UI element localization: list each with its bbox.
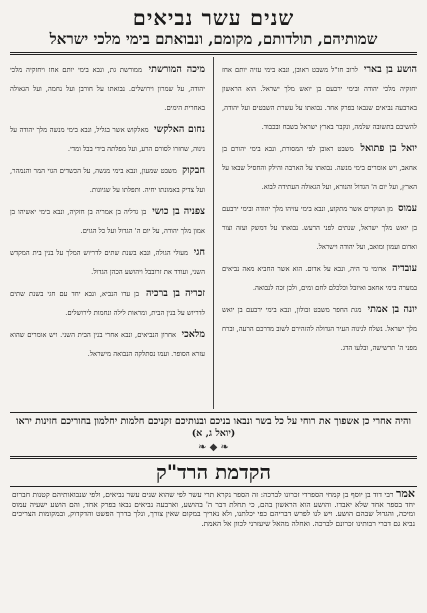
intro-rule-bottom — [10, 486, 417, 487]
right-column — [222, 57, 417, 409]
prophet-name: נחום האלקשי — [154, 124, 205, 135]
prophet-text: אחרון הנביאים, ונבא אחרי בנין הבית השני. ויש אומרים שהוא עזרא הסופר. ועמו נסתלקה הנבואה מישראל. — [10, 331, 205, 358]
intro-rule-top — [10, 456, 417, 459]
prophet-name: הושע בן בארי — [363, 64, 417, 75]
prophet-text: משבט שמעון, ונבא בימי מנשה, על הכשדים הגוי המר והנמהר, ועל צדיק באמונתו יחיה. ותפלתו על שגיונות. — [10, 167, 205, 194]
prophet-name: צפניה בן כושי — [152, 206, 205, 217]
intro-text: רבי דוד בן יוסף בן קמחי הספרדי זכרונו לברכה: זה הספר נקרא תרי עשר לפי שהוא שנים עשר נביאים, ולפי שנבואותיהם קטנות חברום יחד בספר אחד שלא יאבדו. והושע הוא הראשון בהם, כי תחלת דבר ה' בהושע, וארבעה נביאים נבאו בפרק אחד, והם הושע ישעיה עמוס ומיכה, והגדול שבהם הושע. ויש לנו לפרש דבריהם כפי יכלתנו, ולא נאריך במקום שאין צורך, ונלך בדרך הפשט והדקדוק, ובמקומות הצריכים נביא גם דברי רבותינו זכרונם לברכה. ואחלה מהאל שיעזרני לכוון אל האמת. — [12, 490, 415, 528]
prophet-name: יונה בן אמתי — [367, 304, 417, 315]
prophet-name: חבקוק — [182, 165, 205, 176]
prophet-entry — [222, 297, 417, 354]
prophet-text: ממורשת גת, ונבא בימי יותם אחז ויחזקיה מלכי יהודה, על שמרון וירושלים. נבואתו על חורבן ועל נחמה, ועל הגאולה באחרית הימים. — [10, 66, 205, 112]
prophet-text: לרוב חז"ל משבט ראובן, ונבא בימי עזיה יותם אחז יחזקיה מלכי יהודה ובימי ירבעם בן יואש מלך ישראל. הוא הראשון בארבעה נביאים שנבאו בפרק אחד. נבואתו על עשרת השבטים ועל יהודה, להשיבם בתשובה שלמה, ונקבר בארץ ישראל בשבח ובכבוד. — [222, 66, 417, 131]
prophet-entry — [10, 199, 205, 237]
prophet-text: מעולי הגולה, ונבא בשנת שתים לדריוש המלך על בנין בית המקדש השני, ועודד את זרובבל ויהושע הכהן הגדול. — [10, 249, 205, 276]
prophet-text: מגת החפר משבט זבולון, ונבא בימי ירבעם בן יואש מלך ישראל. נשלח לנינוה העיר הגדולה להזהירם לשוב מדרכם הרעה, וברח מפני ה' תרשישה, ובלעו הדג. — [222, 306, 417, 352]
prophet-entry — [10, 117, 205, 155]
prophet-entry — [10, 57, 205, 114]
page-subtitle: שמותיהם, תולדותם, מקומם, ונבואתם בימי מלכי ישראל — [49, 30, 378, 48]
prophet-text: מאלקוש אשר בגליל, ונבא בימי מנשה מלך יהודה על נינוה, שחזרו לסורם הרע, ועל מפלתה בידי בבל ומדי. — [10, 126, 205, 153]
intro-title: הקדמת הרד"ק — [156, 460, 271, 484]
prophet-name: מלאכי — [181, 329, 205, 340]
prophet-name: זכריה בן ברכיה — [145, 288, 205, 299]
prophet-text: אדומי גר היה, ונבא על אדום. הוא אשר החביא מאה נביאים במערה בימי אחאב ואיזבל וכלכלם לחם ומים, ולכן זכה לנבואה. — [222, 265, 417, 292]
page-title: שנים עשר נביאים — [132, 5, 295, 30]
prophet-entry — [222, 196, 417, 253]
intro-body — [12, 489, 415, 613]
prophet-entry — [10, 281, 205, 319]
prophet-entry — [10, 158, 205, 196]
prophet-text: מן הנוקדים אשר מתקוע, ונבא בימי עזיהו מלך יהודה ובימי ירבעם בן יואש מלך ישראל, שנתים לפני הרעש. נבואתו על דמשק ועזה וצור ואדום ועמון ומואב, ועל יהודה וישראל. — [222, 205, 417, 251]
prophet-text: בן עדו הנביא, ונבא יחד עם חגי בשנת שתים לדריוש על בנין הבית, ומראות לילה ונחמות לירושלים. — [10, 290, 205, 317]
prophet-entry — [10, 322, 205, 360]
prophet-entry — [222, 256, 417, 294]
prophet-text: בן גדליה בן אמריה בן חזקיה, ונבא בימי יאשיהו בן אמון מלך יהודה, על יום ה' הגדול ועל כל הגוים. — [10, 208, 205, 235]
title-rule — [10, 52, 417, 55]
prophet-name: יואל בן פתואל — [360, 143, 417, 154]
closing-verse: והיה אחרי כן אשפוך את רוחי על כל בשר ונבאו בניכם ובנותיכם זקניכם חלמות יחלמון בחוריכם חזינות יראו (יואל ג, א) — [16, 416, 411, 439]
ornament-divider: ❧ ◆ ❧ — [198, 442, 229, 453]
left-column — [10, 57, 205, 409]
prophet-name: מיכה המורשתי — [148, 64, 205, 75]
column-divider — [213, 57, 214, 409]
prophet-name: עובדיה — [392, 263, 417, 274]
prophet-entry — [10, 240, 205, 278]
prophets-columns — [10, 57, 417, 409]
section-rule — [10, 412, 417, 413]
prophet-name: חגי — [193, 247, 205, 258]
prophet-name: עמוס — [398, 203, 417, 214]
prophet-entry — [222, 57, 417, 133]
prophet-text: משבט ראובן לפי המסורת, ונבא בימי יהורם בן אחאב, ויש אומרים בימי מנשה. נבואתו על הארבה והילק והחסיל שבאו על הארץ, ועל יום ה' הגדול והנורא, ועל הגאולה העתידה לבוא. — [222, 145, 417, 191]
intro-lead-word: אמר — [396, 489, 415, 500]
prophet-entry — [222, 136, 417, 193]
